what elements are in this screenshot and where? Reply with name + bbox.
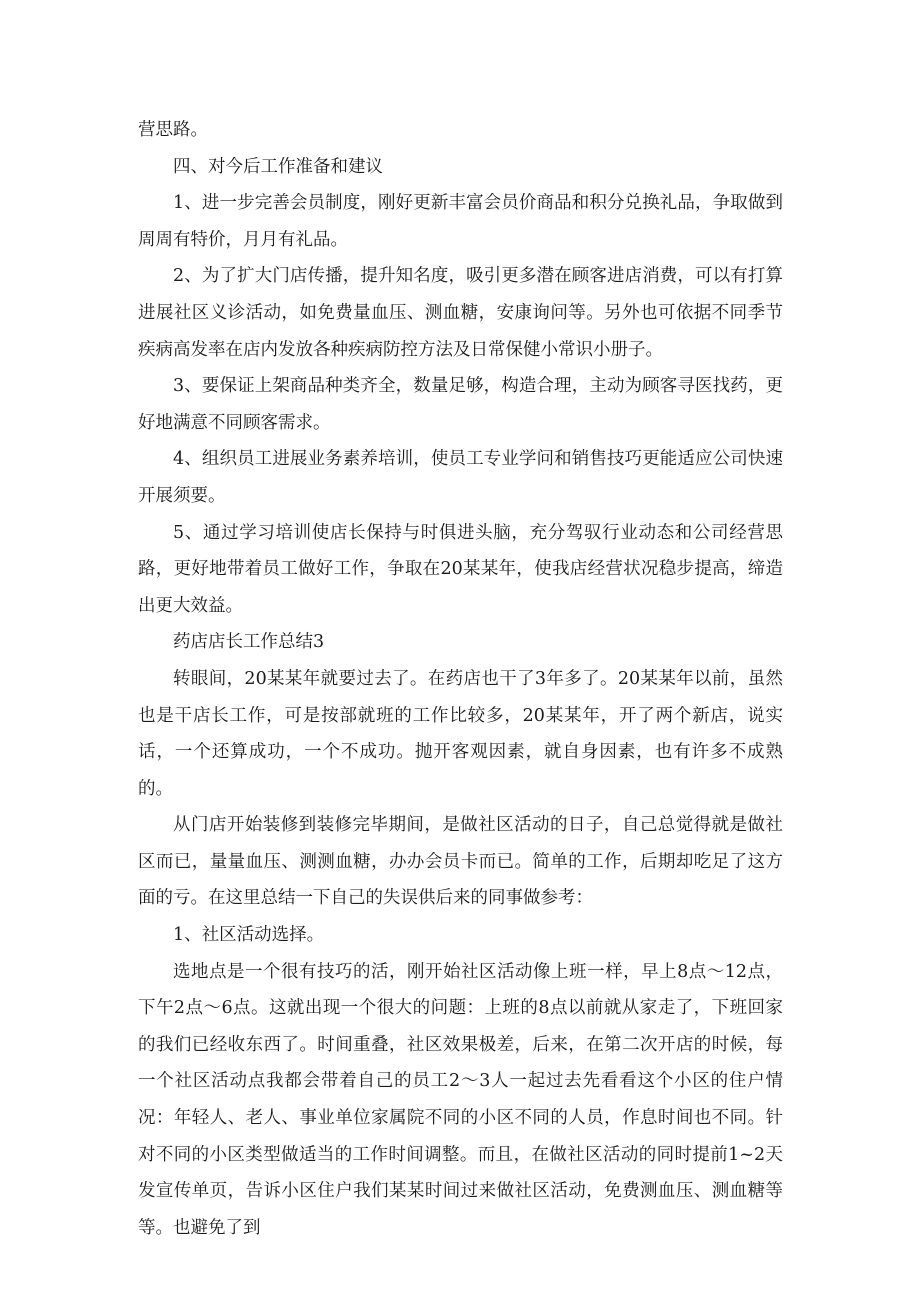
paragraph-item-5: 5、通过学习培训使店长保持与时俱进头脑，充分驾驭行业动态和公司经营思路，更好地带着员工做好工作，争取在20某某年，使我店经营状况稳步提高，缔造出更大效益。 xyxy=(138,522,783,616)
paragraph-item-3: 3、要保证上架商品种类齐全，数量足够，构造合理，主动为顾客寻医找药，更好地满意不同顾客需求。 xyxy=(138,376,783,433)
paragraph-item-2: 2、为了扩大门店传播，提升知名度，吸引更多潜在顾客进店消费，可以有打算进展社区义诊活动，如免费量血压、测血糖，安康询问等。另外也可依据不同季节疾病高发率在店内发放各种疾病防控方法及日常保健小常识小册子。 xyxy=(138,266,783,360)
paragraph-item-4: 4、组织员工进展业务素养培训，使员工专业学问和销售技巧更能适应公司快速开展须要。 xyxy=(138,449,783,506)
paragraph-intro: 转眼间，20某某年就要过去了。在药店也干了3年多了。20某某年以前，虽然也是干店长工作，可是按部就班的工作比较多，20某某年，开了两个新店，说实话，一个还算成功，一个不成功。抛开客观因素，就自身因素，也有许多不成熟的。 xyxy=(138,668,783,799)
document-body xyxy=(138,112,783,1246)
paragraph-location: 选地点是一个很有技巧的活，刚开始社区活动像上班一样，早上8点～12点，下午2点～6点。这就出现一个很大的问题：上班的8点以前就从家走了，下班回家的我们已经收东西了。时间重叠，社区效果极差，后来，在第二次开店的时候，每一个社区活动点我都会带着自己的员工2～3人一起过去先看看这个小区的住户情况：年轻人、老人、事业单位家属院不同的小区不同的人员，作息时间也不同。针对不同的小区类型做适当的工作时间调整。而且，在做社区活动的同时提前1~2天发宣传单页，告诉小区住户我们某某时间过来做社区活动，免费测血压、测血糖等等。也避免了到 xyxy=(138,961,783,1238)
paragraph-community-heading: 1、社区活动选择。 xyxy=(173,925,325,946)
section-heading-summary-3: 药店店长工作总结3 xyxy=(173,632,325,653)
section-heading-four: 四、对今后工作准备和建议 xyxy=(173,156,383,177)
paragraph-item-1: 1、进一步完善会员制度，刚好更新丰富会员价商品和积分兑换礼品，争取做到周周有特价，月月有礼品。 xyxy=(138,193,783,250)
paragraph-continuation: 营思路。 xyxy=(138,120,208,140)
paragraph-renovation: 从门店开始装修到装修完毕期间，是做社区活动的日子，自己总觉得就是做社区而已，量量血压、测测血糖，办办会员卡而已。简单的工作，后期却吃足了这方面的亏。在这里总结一下自己的失误供后来的同事做参考： xyxy=(138,815,783,909)
